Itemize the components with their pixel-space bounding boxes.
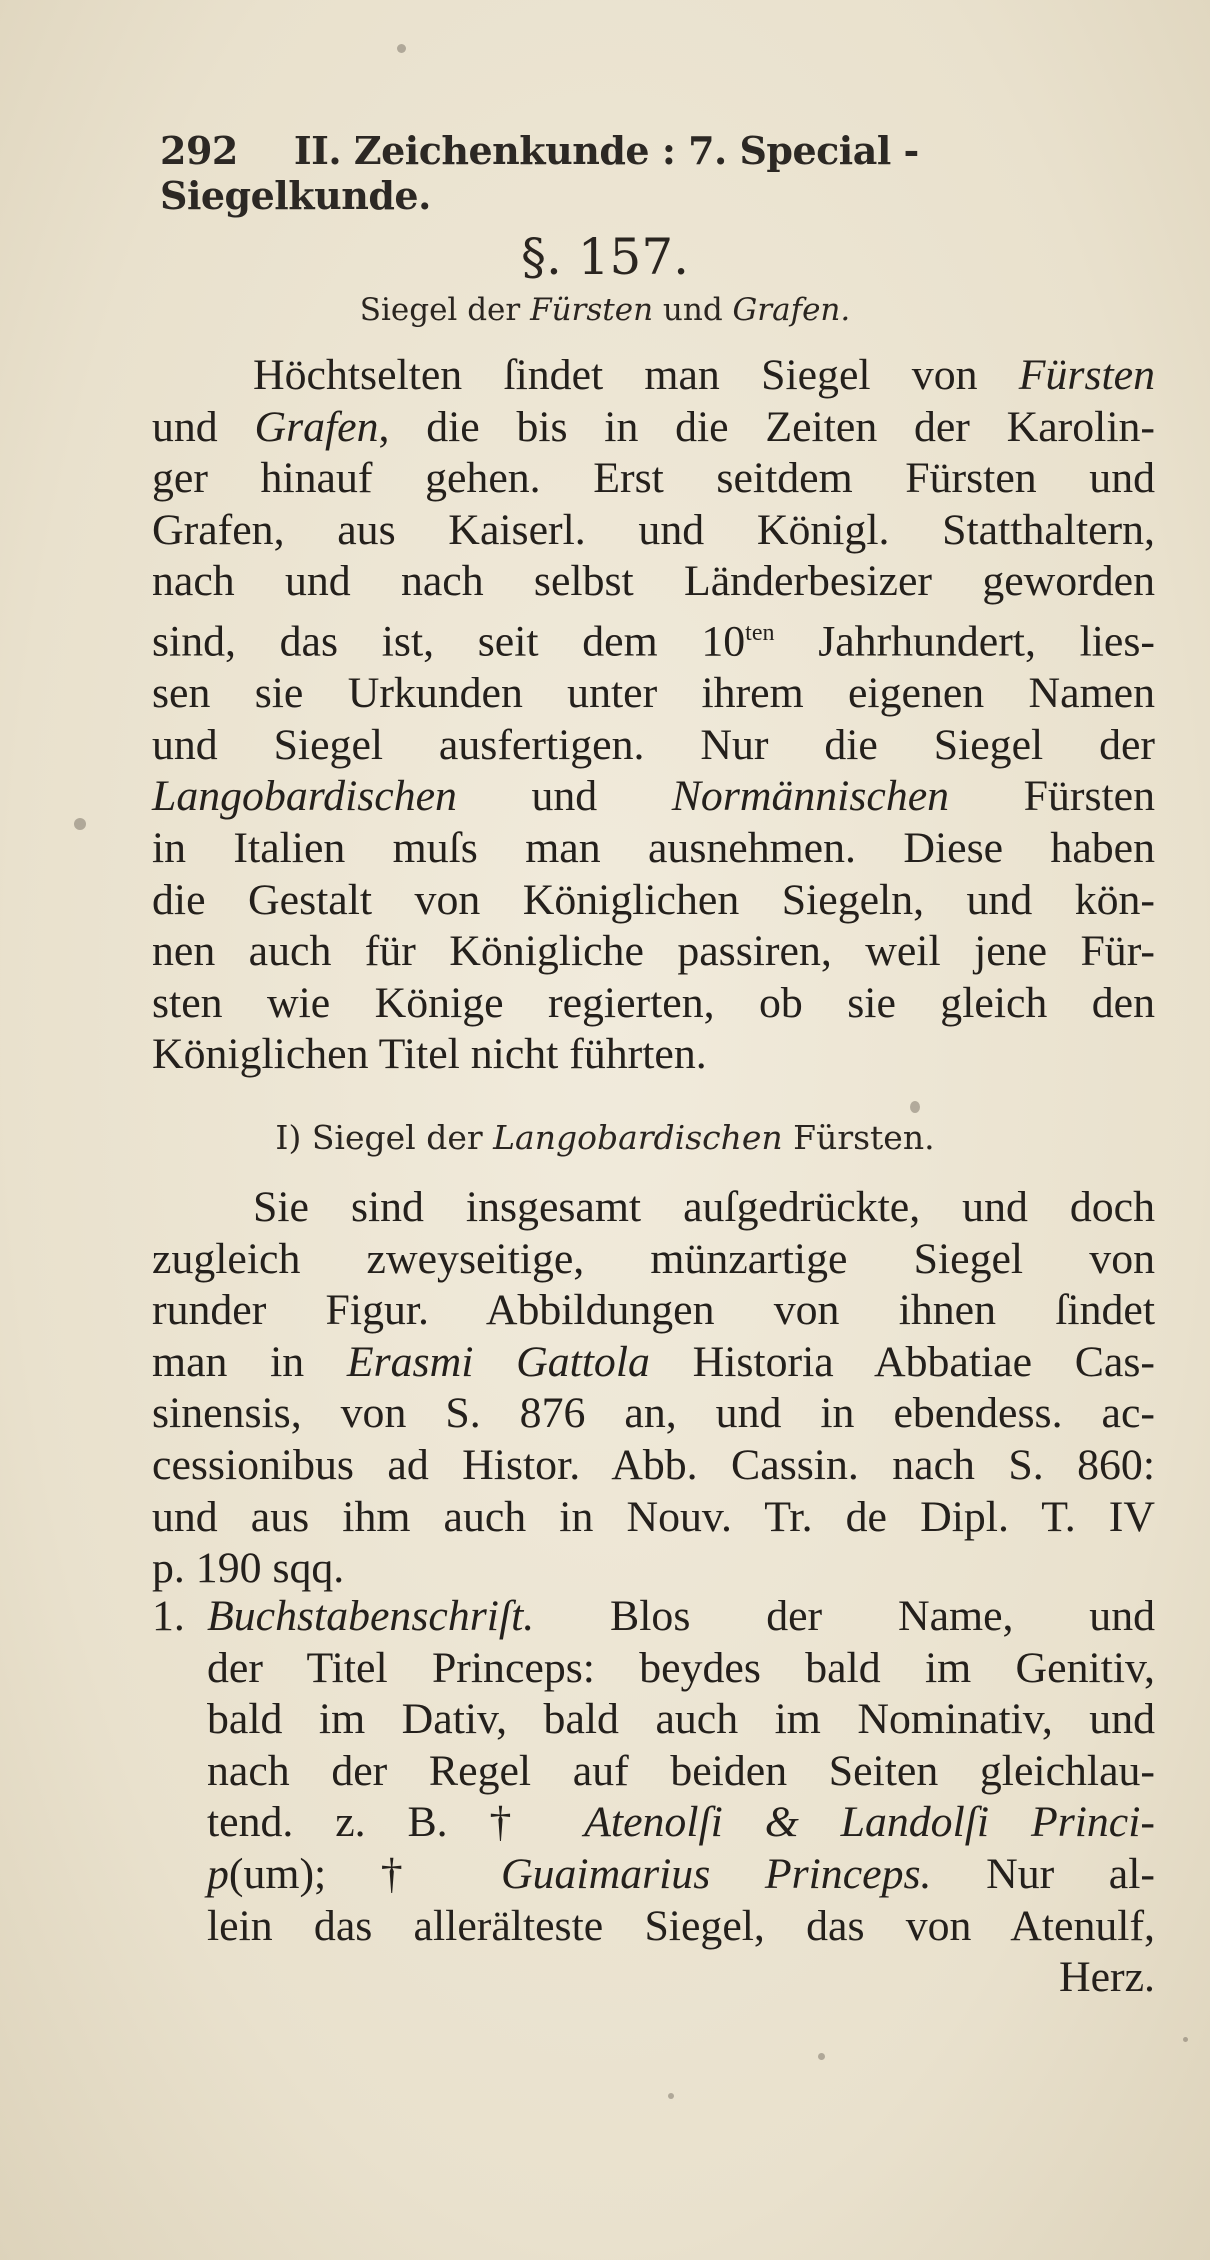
text-line: sen sie Urkunden unter ihrem eigenen Namen bbox=[152, 669, 1155, 718]
text-line: ger hinauf gehen. Erst seitdem Fürsten und bbox=[152, 454, 1155, 503]
section-title-part: Fürsten bbox=[530, 292, 654, 328]
paper-speck bbox=[1183, 2037, 1188, 2042]
text-line bbox=[152, 402, 1155, 454]
text-run: (um); † bbox=[228, 1849, 501, 1898]
text-run: Jahrhundert, lies- bbox=[774, 617, 1155, 666]
list-item-line: nach der Regel auf beiden Seiten gleichlau- bbox=[207, 1746, 1155, 1795]
list-item-line: lein das allerälteste Siegel, das von Atenulf, bbox=[207, 1901, 1155, 1950]
paragraph-2 bbox=[152, 1182, 1155, 1595]
text-line bbox=[152, 350, 1155, 402]
text-run: Blos der Name, und bbox=[534, 1592, 1155, 1640]
subheading bbox=[0, 1118, 1210, 1157]
text-run-italic: Erasmi Gattola bbox=[346, 1337, 650, 1386]
text-run-italic: Langobardischen bbox=[152, 772, 457, 821]
text-run: Historia Abbatiae Cas- bbox=[649, 1337, 1155, 1386]
text-line: cessionibus ad Histor. Abb. Cassin. nach S. 860: bbox=[152, 1440, 1155, 1489]
text-run: Fürsten bbox=[949, 772, 1155, 821]
text-run: sind, das ist, seit dem 10 bbox=[152, 617, 746, 666]
text-line: in Italien muſs man ausnehmen. Diese haben bbox=[152, 823, 1155, 872]
text-line: Königlichen Titel nicht führten. bbox=[152, 1030, 707, 1079]
text-line: sten wie Könige regierten, ob sie gleich den bbox=[152, 978, 1155, 1027]
text-line bbox=[152, 771, 1155, 823]
text-run-italic: p bbox=[207, 1849, 229, 1898]
subheading-part: I) Siegel der bbox=[275, 1118, 494, 1157]
subheading-part-italic: Langobardischen bbox=[493, 1118, 783, 1157]
catchword: Herz. bbox=[1058, 1953, 1155, 2002]
text-run-italic: Guaimarius Princeps. bbox=[500, 1849, 932, 1898]
superscript: ten bbox=[745, 619, 775, 646]
text-run: Höchtselten ſindet man Siegel von bbox=[253, 351, 1019, 399]
text-line: runder Figur. Abbildungen von ihnen ſindet bbox=[152, 1286, 1155, 1335]
paper-speck bbox=[668, 2093, 674, 2099]
section-number: §. 157. bbox=[520, 228, 690, 286]
running-title: II. Zeichenkunde : 7. Special - Siegelkunde. bbox=[160, 128, 919, 218]
section-title-part: und bbox=[653, 292, 733, 328]
paper-speck bbox=[397, 44, 406, 53]
text-line: und Siegel ausfertigen. Nur die Siegel der bbox=[152, 720, 1155, 769]
text-line: und aus ihm auch in Nouv. Tr. de Dipl. T. IV bbox=[152, 1492, 1155, 1541]
text-run: , die bis in die Zeiten der Karolin- bbox=[378, 402, 1155, 451]
paper-speck bbox=[818, 2053, 825, 2060]
list-number: 1. bbox=[152, 1592, 185, 1640]
numbered-list bbox=[152, 1591, 1155, 2004]
section-title-part: Siegel der bbox=[359, 292, 531, 328]
section-title bbox=[0, 292, 1210, 328]
text-line: Sie sind insgesamt auſgedrückte, und doch bbox=[253, 1183, 1155, 1231]
text-line: nen auch für Königliche passiren, weil jene Für- bbox=[152, 927, 1155, 976]
text-line: p. 190 sqq. bbox=[152, 1544, 345, 1593]
paragraph-1 bbox=[152, 350, 1155, 1081]
list-item-line bbox=[152, 1849, 1155, 1901]
running-header bbox=[160, 128, 1060, 218]
text-run-italic: Grafen bbox=[254, 402, 379, 451]
list-item-line: der Titel Princeps: beydes bald im Genitiv, bbox=[207, 1643, 1155, 1692]
text-run: und bbox=[152, 402, 255, 451]
text-line: sinensis, von S. 876 an, und in ebendess. ac- bbox=[152, 1389, 1155, 1438]
text-line bbox=[152, 608, 1155, 668]
text-run-italic: Normännischen bbox=[671, 772, 950, 821]
text-run: man in bbox=[152, 1337, 347, 1386]
text-line: nach und nach selbst Länderbesizer geworden bbox=[152, 557, 1155, 606]
list-item-line: bald im Dativ, bald auch im Nominativ, und bbox=[207, 1695, 1155, 1744]
text-line: zugleich zweyseitige, münzartige Siegel von bbox=[152, 1234, 1155, 1283]
text-line: die Gestalt von Königlichen Siegeln, und kön- bbox=[152, 875, 1155, 924]
text-line bbox=[152, 1337, 1155, 1389]
page-number: 292 bbox=[160, 128, 238, 173]
text-run-italic: Atenolſi & Landolſi Princi- bbox=[584, 1798, 1155, 1847]
text-line: Grafen, aus Kaiserl. und Königl. Statthaltern, bbox=[152, 505, 1155, 554]
text-run-italic: Fürsten bbox=[1018, 351, 1155, 399]
text-run: und bbox=[456, 772, 672, 821]
paper-speck bbox=[910, 1101, 920, 1113]
text-run: tend. z. B. † bbox=[207, 1798, 585, 1847]
text-run: Nur al- bbox=[931, 1849, 1155, 1898]
list-item-line bbox=[152, 1797, 1155, 1849]
list-item-line bbox=[152, 1591, 1155, 1643]
subheading-part: Fürsten. bbox=[782, 1118, 935, 1157]
paper-speck bbox=[74, 818, 86, 830]
text-run-italic: Buchstabenschriſt. bbox=[207, 1592, 535, 1640]
section-title-part: Grafen. bbox=[732, 292, 851, 328]
